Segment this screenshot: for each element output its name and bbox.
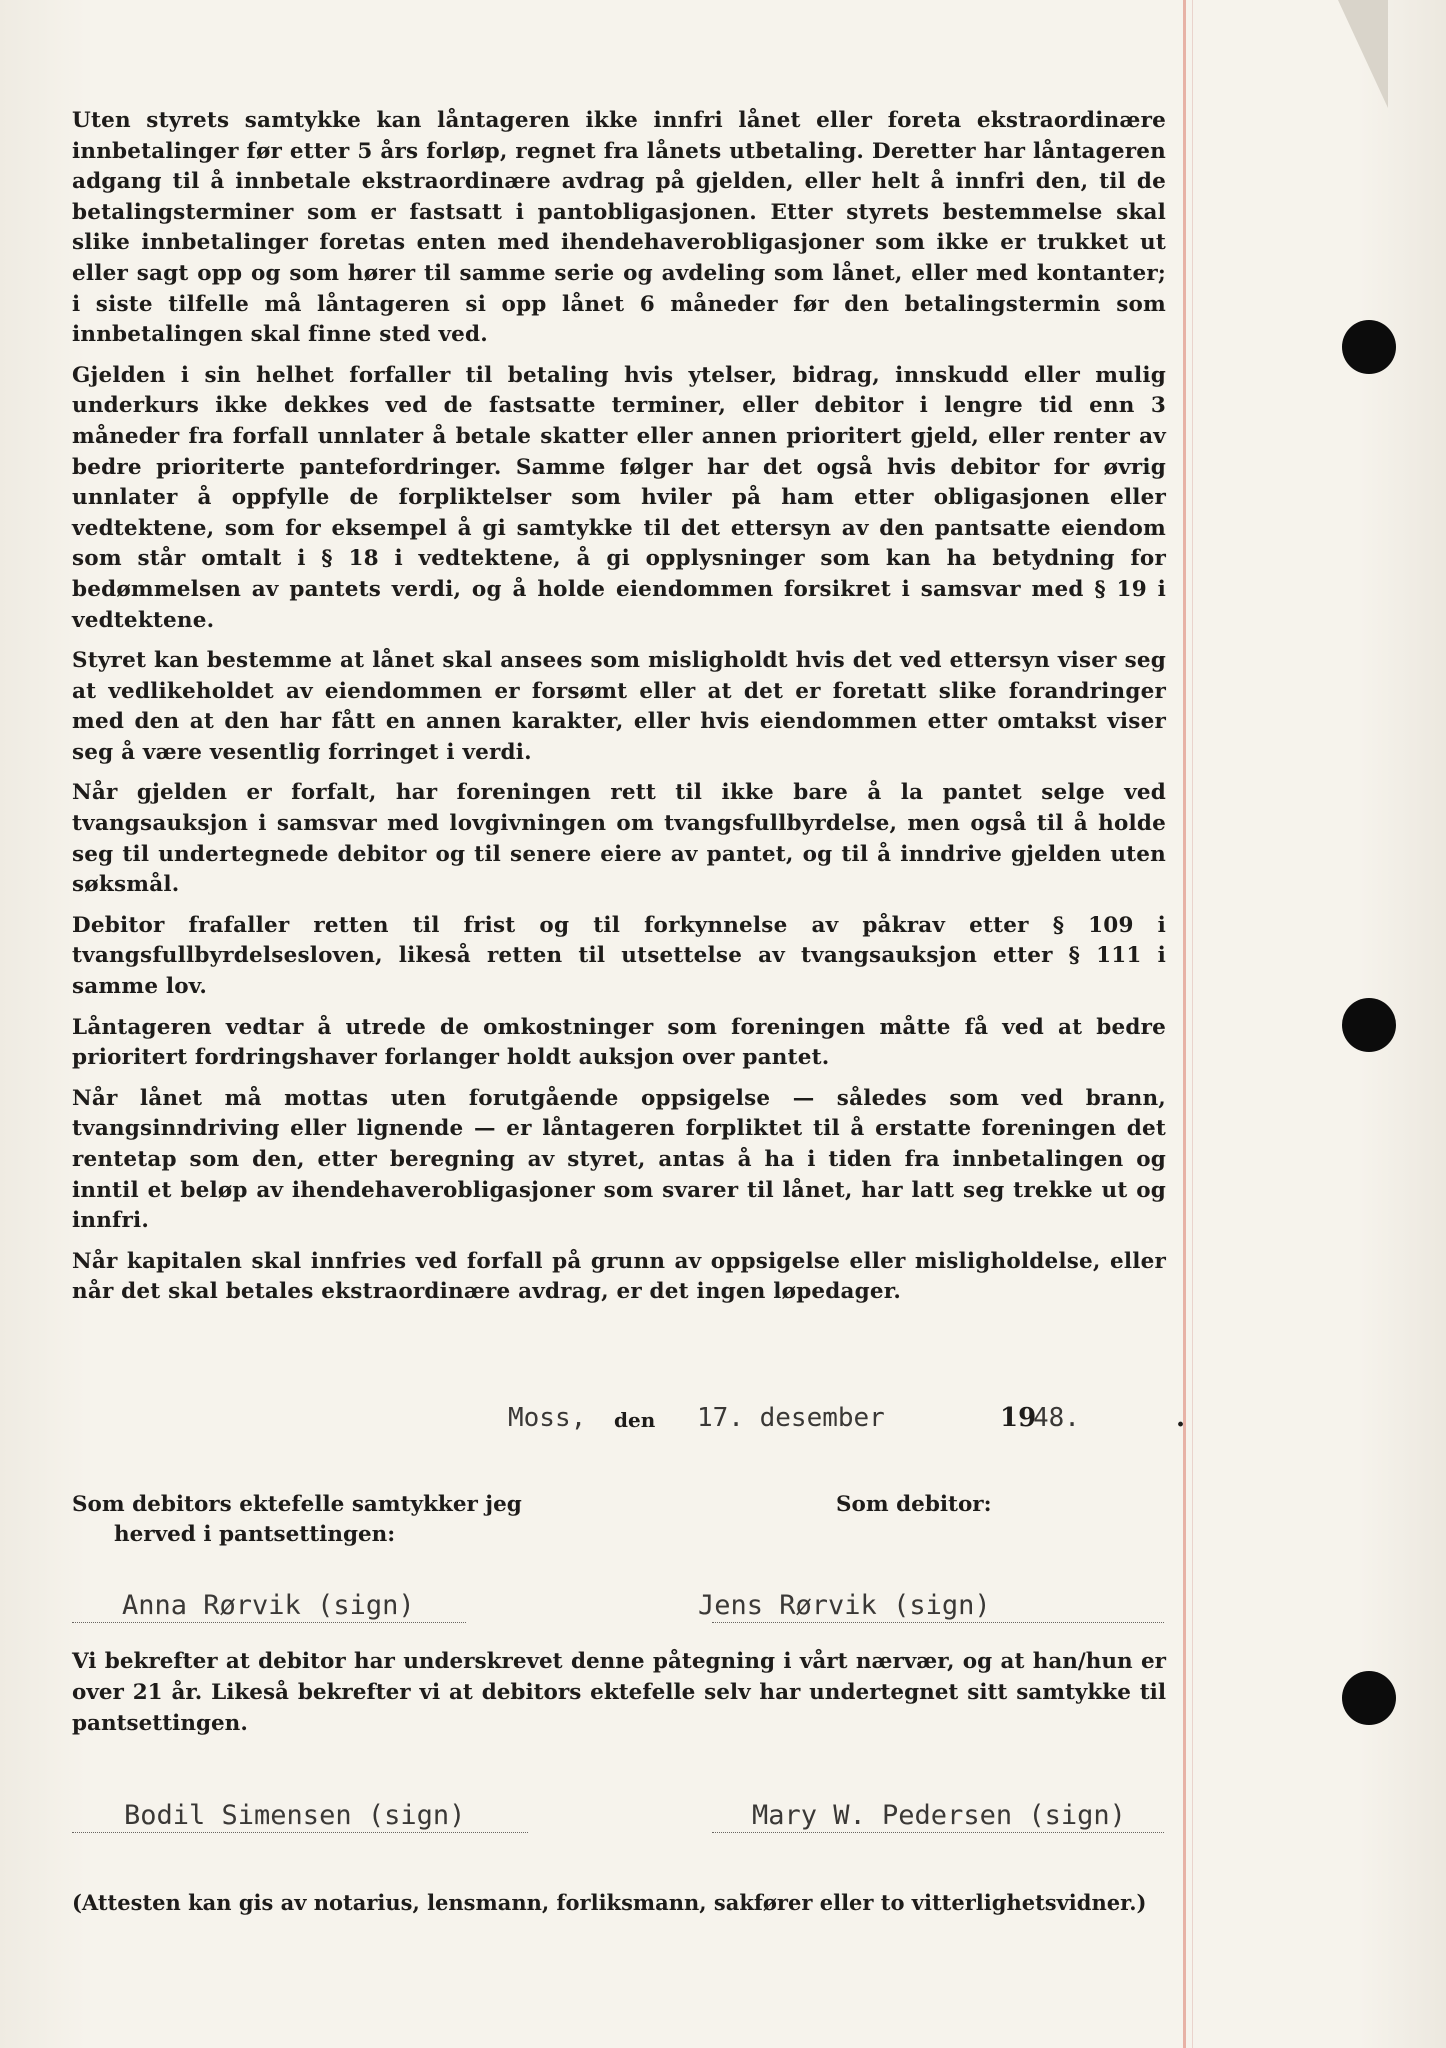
punch-hole-bottom	[1342, 1671, 1396, 1725]
paragraph-interest-loss: Når lånet må mottas uten forutgående oppsigelse — således som ved brann, tvangsinndriving eller lignende — er låntageren forpliktet til å erstatte foreningen det rentetap som den, etter beregning av styret, antas å ha i tiden fra innbetalingen og inntil et beløp av ihendehaverobligasjoner som svarer til lånet, har latt seg trekke ut og innfri.	[72, 1085, 1166, 1234]
witness2-signature: Mary W. Pedersen (sign)	[752, 1800, 1126, 1831]
debtor-signature: Jens Rørvik (sign)	[698, 1590, 991, 1621]
paragraph-forced-sale: Når gjelden er forfalt, har foreningen rett til ikke bare å la pantet selge ved tvangsauksjon i samsvar med lovgivningen om tvangsfullbyrdelse, men også til å holde seg til undertegnede debitor og til senere eiere av pantet, og til å inndrive gjelden uten søksmål.	[72, 780, 1166, 898]
witness-statement: Vi bekrefter at debitor har underskrevet denne påtegning i vårt nærvær, og at han/hun er over 21 år. Likeså bekrefter vi at debitors ektefelle selv har undertegnet sitt samtykke til pantsettingen.	[72, 1649, 1166, 1736]
margin-rule-secondary	[1192, 0, 1193, 2048]
paragraph-early-repayment: Uten styrets samtykke kan låntageren ikke innfri lånet eller foreta ekstraordinære innbetalinger før etter 5 års forløp, regnet fra lånets utbetaling. Deretter har låntageren adgang til å innbetale ekstraordinære avdrag på gjelden, eller helt å innfri den, til de betalingsterminer som er fastsatt i pantobligasjonen. Etter styrets bestemmelse skal slike innbetalinger foretas enten med ihendehaverobligasjoner som ikke er trukket ut eller sagt opp og som hører til samme serie og avdeling som lånet, eller med kontanter; i siste tilfelle må låntageren si opp lånet 6 måneder før den betalingstermin som innbetalingen skal finne sted ved.	[72, 108, 1166, 348]
spouse-consent-label-line1: Som debitors ektefelle samtykker jeg	[72, 1492, 522, 1517]
punch-hole-top	[1342, 320, 1396, 374]
paragraph-debt-due: Gjelden i sin helhet forfaller til betaling hvis ytelser, bidrag, innskudd eller mulig underkurs ikke dekkes ved de fastsatte terminer, eller debitor i lengre tid enn 3 måneder fra forfall unnlater å betale skatter eller annen prioritert gjeld, eller renter av bedre prioriterte pantefordringer. Samme følger har det også hvis debitor for øvrig unnlater å oppfylle de forpliktelser som hviler på ham etter obligasjonen eller vedtektene, som for eksempel å gi samtykke til det ettersyn av den pantsatte eiendom som står omtalt i § 18 i vedtektene, å gi opplysninger som kan ha betydning for bedømmelsen av pantets verdi, og å holde eiendommen forsikret i samsvar med § 19 i vedtektene.	[72, 362, 1166, 633]
spouse-signature: Anna Rørvik (sign)	[122, 1590, 415, 1621]
attest-note: (Attesten kan gis av notarius, lensmann, forliksmann, sakfører eller to vitterlighetsvidner.)	[72, 1890, 1147, 1915]
spouse-consent-label-line2: herved i pantsettingen:	[114, 1522, 396, 1547]
date-year-suffix: 48.	[1033, 1403, 1080, 1433]
folded-corner	[1338, 0, 1388, 108]
paragraph-waiver: Debitor frafaller retten til frist og til forkynnelse av påkrav etter § 109 i tvangsfullbyrdelsesloven, likeså retten til utsettelse av tvangsauksjon etter § 111 i samme lov.	[72, 912, 1166, 1000]
witness1-signature-line	[72, 1832, 528, 1833]
date-day-month: 17. desember	[697, 1403, 885, 1433]
date-den-label: den	[614, 1408, 656, 1432]
spouse-signature-line	[72, 1622, 466, 1623]
paragraph-no-grace-days: Når kapitalen skal innfries ved forfall på grunn av oppsigelse eller misligholdelse, eller når det skal betales ekstraordinære avdrag, er det ingen løpedager.	[72, 1248, 1166, 1305]
witness1-signature: Bodil Simensen (sign)	[124, 1800, 466, 1831]
debtor-signature-line	[712, 1622, 1164, 1623]
witness2-signature-line	[712, 1832, 1164, 1833]
date-place: Moss,	[508, 1403, 587, 1433]
debtor-label: Som debitor:	[836, 1492, 992, 1517]
paragraph-default: Styret kan bestemme at lånet skal ansees som misligholdt hvis det ved ettersyn viser seg at vedlikeholdet av eiendommen er forsømt eller at det er foretatt slike forandringer med den at den har fått en annen karakter, eller hvis eiendommen etter omtakst viser seg å være vesentlig forringet i verdi.	[72, 648, 1166, 765]
terms-text	[72, 106, 1166, 1318]
date-year-prefix: 19	[1000, 1403, 1037, 1433]
margin-rule	[1183, 0, 1186, 2048]
paragraph-costs: Låntageren vedtar å utrede de omkostninger som foreningen måtte få ved at bedre prioritert fordringshaver forlanger holdt auksjon over pantet.	[72, 1014, 1166, 1071]
date-end-dot: .	[1176, 1403, 1186, 1433]
punch-hole-middle	[1342, 998, 1396, 1052]
